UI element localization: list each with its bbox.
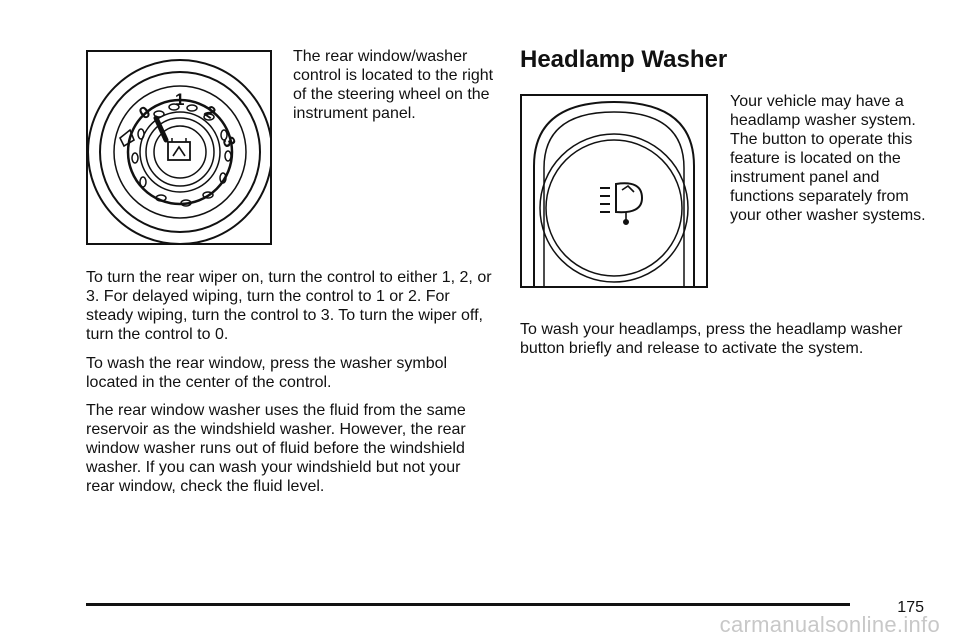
dial-label-1: 1	[175, 90, 185, 109]
watermark: carmanualsonline.info	[719, 612, 940, 637]
headlamp-washer-caption: Your vehicle may have a headlamp washer system. The button to operate this feature is located on the instrument panel and functions separately from your other washer systems.	[730, 93, 926, 224]
rear-washer-fluid-paragraph: The rear window washer uses the fluid from the same reservoir as the windshield washer. However, the rear window washer runs out of fluid before the windshield washer. If you can wash your windshield but not your rear window, check the fluid level.	[86, 402, 466, 495]
dial-label-0: 0	[135, 102, 155, 124]
rear-control-location-caption: The rear window/washer control is located to the right of the steering wheel on the instrument panel.	[293, 48, 494, 122]
dial-label-2: 2	[200, 101, 220, 123]
footer-rule	[86, 603, 850, 606]
dial-label-3: 3	[218, 133, 240, 151]
rear-wiper-control-figure	[86, 50, 272, 245]
headlamp-washer-operation-paragraph: To wash your headlamps, press the headlamp washer button briefly and release to activate the system.	[520, 321, 903, 357]
page-number: 175	[897, 599, 924, 616]
rear-wiper-operation-paragraph: To turn the rear wiper on, turn the control to either 1, 2, or 3. For delayed wiping, turn the control to 1 or 2. For steady wiping, turn the control to 3. To turn the wiper off, turn the control to 0.	[86, 269, 492, 343]
rear-washer-paragraph: To wash the rear window, press the washer symbol located in the center of the control.	[86, 355, 448, 391]
headlamp-washer-button-illustration	[522, 96, 706, 286]
headlamp-washer-figure	[520, 94, 708, 288]
section-heading: Headlamp Washer	[520, 46, 728, 73]
headlamp-washer-icon	[600, 183, 642, 224]
rear-wiper-dial-illustration	[88, 52, 270, 243]
